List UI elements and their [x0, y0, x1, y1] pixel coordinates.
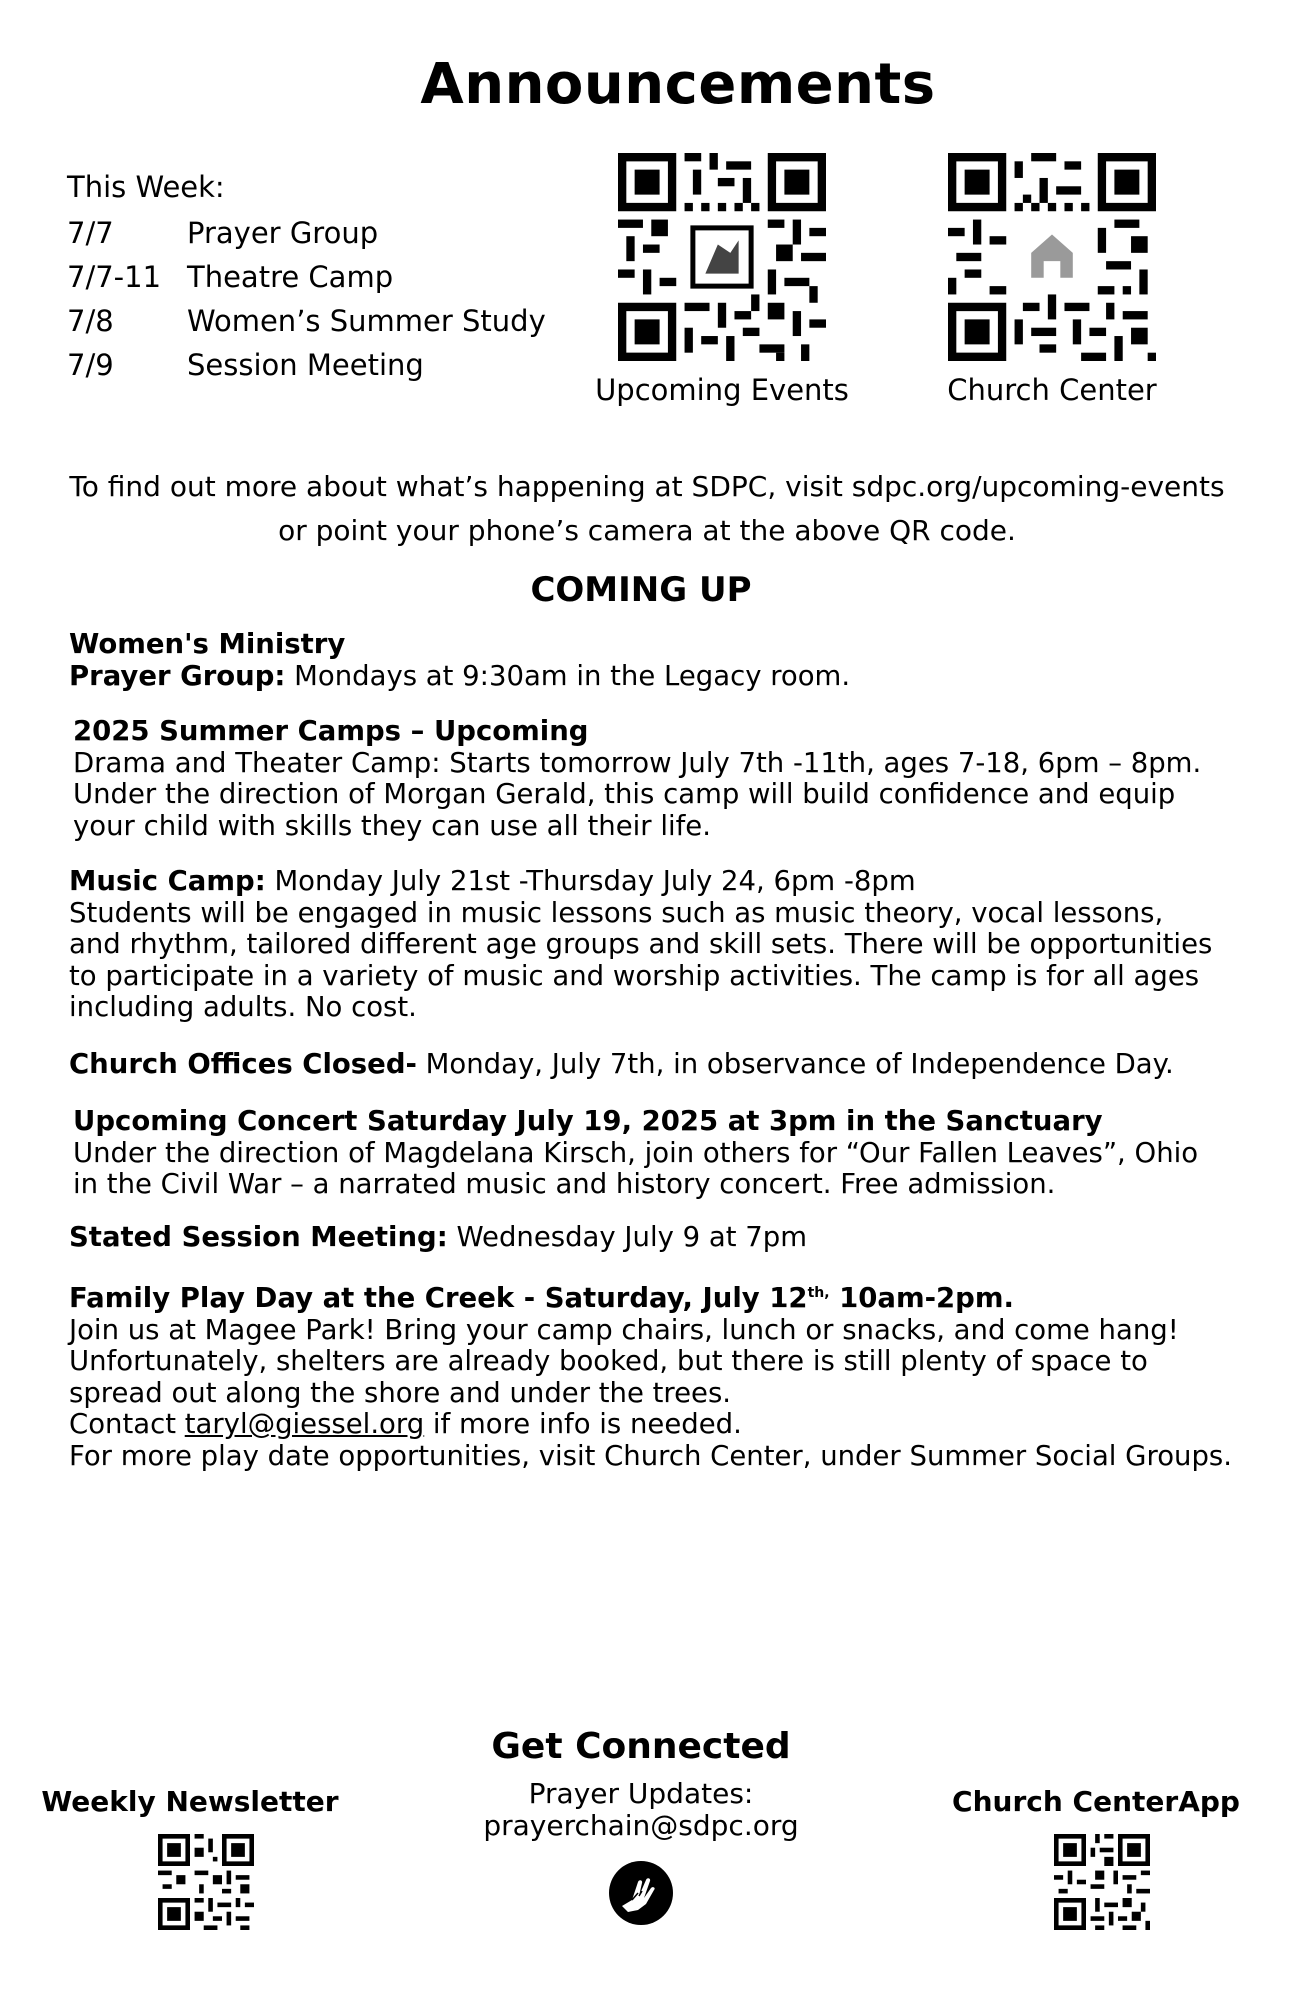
- week-item-date: 7/8: [67, 304, 114, 338]
- contact-prefix: Contact: [69, 1408, 185, 1441]
- church-center-qr-code[interactable]: [948, 153, 1156, 361]
- prayer-group-text: Mondays at 9:30am in the Legacy room.: [285, 659, 851, 692]
- qr-code-icon: [948, 153, 1156, 361]
- concert-title: Upcoming Concert Saturday July 19, 2025 at 3pm in the Sanctuary: [73, 1105, 1103, 1137]
- music-camp-label: Music Camp:: [69, 865, 266, 897]
- summer-camps-title: 2025 Summer Camps – Upcoming: [73, 715, 589, 747]
- music-camp-line: Students will be engaged in music lessons such as music theory, vocal lessons,: [69, 896, 1164, 929]
- prayer-email[interactable]: prayerchain@sdpc.org: [483, 1809, 799, 1842]
- church-center-app-title: Church CenterApp: [952, 1785, 1240, 1818]
- summer-camps-section: [73, 716, 1201, 842]
- week-item-date: 7/7: [67, 216, 114, 250]
- info-text: [0, 465, 1294, 553]
- summer-camps-line: your child with skills they can use all their life.: [73, 809, 711, 842]
- qr-code-icon: [1054, 1834, 1150, 1930]
- music-camp-line: and rhythm, tailored different age groups and skill sets. There will be opportunities: [69, 928, 1213, 960]
- get-connected-title: Get Connected: [491, 1726, 791, 1767]
- music-camp-when: Monday July 21st -Thursday July 24, 6pm -8pm: [265, 865, 916, 897]
- summer-camps-line: Under the direction of Morgan Gerald, this camp will build confidence and equip: [73, 778, 1176, 810]
- week-item: [67, 255, 546, 299]
- music-camp-when-line: [69, 866, 1212, 898]
- church-center-app-qr-code[interactable]: [1054, 1834, 1150, 1930]
- play-day-line: spread out along the shore and under the trees.: [69, 1376, 732, 1409]
- prayer-updates-label: Prayer Updates:: [528, 1777, 754, 1810]
- prayer-group-label: Prayer Group:: [69, 659, 286, 692]
- prayer-group-line: [69, 661, 850, 693]
- play-day-contact: [69, 1409, 1232, 1441]
- upcoming-events-qr-code[interactable]: [618, 153, 826, 361]
- music-camp-line: including adults. No cost.: [69, 991, 417, 1023]
- this-week-list: [67, 165, 546, 387]
- upcoming-events-caption: Upcoming Events: [595, 373, 849, 407]
- womens-ministry-title: Women's Ministry: [69, 628, 346, 660]
- play-day-line: Join us at Magee Park! Bring your camp chairs, lunch or snacks, and come hang!: [69, 1313, 1179, 1346]
- qr-code-icon: [158, 1834, 254, 1930]
- womens-ministry-section: [69, 629, 850, 692]
- summer-camps-line: Drama and Theater Camp: Starts tomorrow July 7th -11th, ages 7-18, 6pm – 8pm.: [73, 746, 1202, 779]
- week-item: [67, 343, 546, 387]
- contact-suffix: if more info is needed.: [424, 1408, 742, 1441]
- weekly-newsletter-title: Weekly Newsletter: [41, 1785, 339, 1818]
- page-title: Announcements: [420, 52, 936, 117]
- week-item-event: Women’s Summer Study: [187, 304, 546, 338]
- week-item-event: Theatre Camp: [187, 260, 394, 294]
- session-text: Wednesday July 9 at 7pm: [447, 1221, 807, 1253]
- info-line: To find out more about what’s happening at SDPC, visit sdpc.org/upcoming-events: [69, 470, 1225, 503]
- offices-closed-label: Church Offices Closed-: [69, 1048, 417, 1080]
- week-item-date: 7/7-11: [67, 260, 162, 294]
- this-week-label: This Week:: [67, 170, 225, 204]
- week-item: [67, 299, 546, 343]
- offices-closed-section: [69, 1049, 1174, 1081]
- coming-up-heading: COMING UP: [530, 570, 752, 610]
- concert-line: Under the direction of Magdelana Kirsch, join others for “Our Fallen Leaves”, Ohio: [73, 1136, 1199, 1169]
- newsletter-qr-code[interactable]: [158, 1834, 254, 1930]
- week-item-event: Session Meeting: [187, 348, 424, 382]
- offices-closed-text: Monday, July 7th, in observance of Independence Day.: [416, 1048, 1174, 1080]
- play-day-section: [69, 1278, 1232, 1472]
- play-day-title: [69, 1278, 1232, 1315]
- week-item: [67, 211, 546, 255]
- week-item-event: Prayer Group: [187, 216, 379, 250]
- info-line: or point your phone’s camera at the above QR code.: [278, 514, 1016, 547]
- play-day-title-main: Family Play Day at the Creek - Saturday, July 12: [69, 1282, 808, 1315]
- church-center-caption: Church Center: [947, 373, 1157, 407]
- concert-section: [73, 1106, 1198, 1201]
- play-day-title-time: 10am-2pm.: [829, 1282, 1014, 1315]
- week-item-date: 7/9: [67, 348, 114, 382]
- play-day-line: For more play date opportunities, visit Church Center, under Summer Social Groups.: [69, 1439, 1232, 1472]
- play-day-title-sup: th,: [807, 1285, 830, 1301]
- session-section: [69, 1222, 807, 1254]
- praying-hands-icon: [608, 1860, 674, 1930]
- music-camp-section: [69, 866, 1212, 1024]
- play-day-line: Unfortunately, shelters are already booked, but there is still plenty of space to: [69, 1345, 1148, 1378]
- session-label: Stated Session Meeting:: [69, 1221, 448, 1253]
- music-camp-line: to participate in a variety of music and worship activities. The camp is for all ages: [69, 959, 1200, 992]
- qr-code-icon: [618, 153, 826, 361]
- contact-email-link[interactable]: taryl@giessel.org: [184, 1408, 425, 1441]
- concert-line: in the Civil War – a narrated music and history concert. Free admission.: [73, 1168, 1056, 1200]
